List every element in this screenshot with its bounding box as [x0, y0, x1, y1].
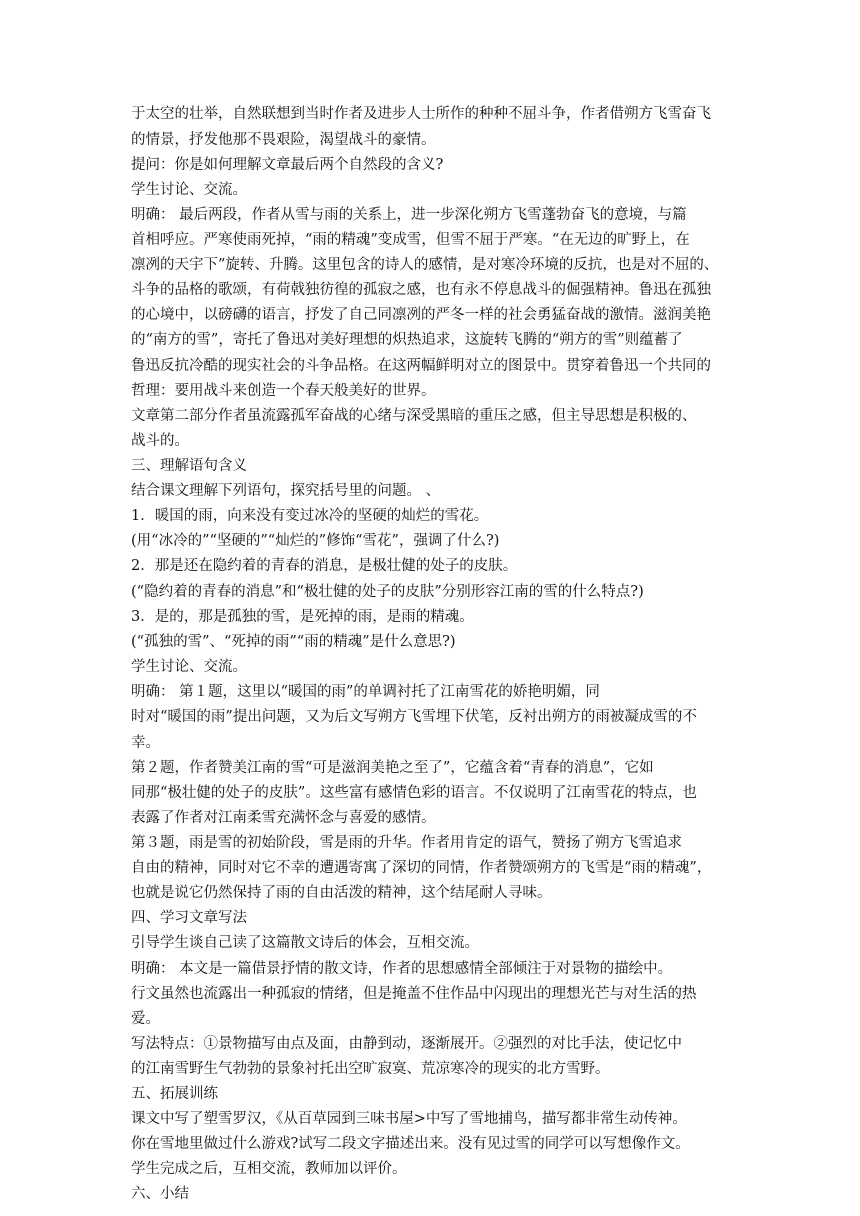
- text-line: 明确： 最后两段，作者从雪与雨的关系上，进一步深化朔方飞雪蓬勃奋飞的意境，与篇: [131, 207, 687, 223]
- text-line: 写法特点：①景物描写由点及面，由静到动，逐渐展开。②强烈的对比手法，使记忆中: [131, 1036, 682, 1052]
- text-line: 课文中写了塑雪罗汉，《从百草园到三味书屋>中写了雪地捕鸟，描写都非常生动传神。: [131, 1111, 687, 1127]
- text-line: 你在雪地里做过什么游戏?试写二段文字描述出来。没有见过雪的同学可以写想像作文。: [131, 1136, 690, 1152]
- text-line: 文章第二部分作者虽流露孤军奋战的心绪与深受黑暗的重压之感，但主导思想是积极的、: [131, 408, 697, 424]
- text-line: 第２题，作者赞美江南的雪“可是滋润美艳之至了”，它蕴含着“青春的消息”，它如: [131, 760, 654, 776]
- text-line: 于太空的壮举，自然联想到当时作者及进步人士所作的种种不屈斗争，作者借朔方飞雪奋飞: [131, 106, 711, 122]
- text-line: (“隐约着的青春的消息”和“极壮健的处子的皮肤”分别形容江南的雪的什么特点?): [131, 584, 644, 600]
- text-line: 战斗的。: [131, 433, 189, 449]
- text-line: 第３题，雨是雪的初始阶段，雪是雨的升华。作者用肯定的语气，赞扬了朔方飞雪追求: [131, 835, 682, 851]
- text-line: 学生讨论、交流。: [131, 182, 247, 198]
- text-line: 首相呼应。严寒使雨死掉，“雨的精魂”变成雪，但雪不屈于严寒。“在无边的旷野上，在: [131, 232, 690, 248]
- text-line: 学生讨论、交流。: [131, 659, 247, 675]
- text-line: 1．暖国的雨，向来没有变过冰冷的坚硬的灿烂的雪花。: [131, 508, 489, 524]
- text-line: 斗争的品格的歌颂，有荷戟独彷徨的孤寂之感，也有永不停息战斗的倔强精神。鲁迅在孤独: [131, 282, 711, 298]
- text-line: 六、小结: [131, 1186, 189, 1202]
- text-line: 的江南雪野生气勃勃的景象衬托出空旷寂寞、荒凉寒冷的现实的北方雪野。: [131, 1061, 610, 1077]
- text-line: 哲理：要用战斗来创造一个春天般美好的世界。: [131, 383, 436, 399]
- text-line: 提问：你是如何理解文章最后两个自然段的含义?: [131, 157, 444, 173]
- text-line: 也就是说它仍然保持了雨的自由活泼的精神，这个结尾耐人寻味。: [131, 885, 552, 901]
- text-line: 凛冽的天宇下”旋转、升腾。这里包含的诗人的感情，是对寒冷环境的反抗，也是对不屈的、: [131, 257, 719, 273]
- text-line: 幸。: [131, 735, 160, 751]
- text-line: 结合课文理解下列语句，探究括号里的问题。 、: [131, 483, 441, 499]
- text-line: 2．那是还在隐约着的青春的消息，是极壮健的处子的皮肤。: [131, 558, 518, 574]
- text-line: 同那“极壮健的处子的皮肤”。这些富有感情色彩的语言。不仅说明了江南雪花的特点，也: [131, 785, 697, 801]
- text-line: 五、拓展训练: [131, 1086, 218, 1102]
- text-line: 三、理解语句含义: [131, 458, 247, 474]
- text-line: 行文虽然也流露出一种孤寂的情绪，但是掩盖不住作品中闪现出的理想光芒与对生活的热: [131, 986, 697, 1002]
- text-line: 爱。: [131, 1011, 160, 1027]
- text-line: 明确： 第１题，这里以“暖国的雨”的单调衬托了江南雪花的娇艳明媚，同: [131, 684, 600, 700]
- text-line: 引导学生谈自己读了这篇散文诗后的体会，互相交流。: [131, 935, 479, 951]
- text-line: 学生完成之后，互相交流，教师加以评价。: [131, 1161, 407, 1177]
- text-line: 的心境中，以磅礴的语言，抒发了自己同凛冽的严冬一样的社会勇猛奋战的激情。滋润美艳: [131, 307, 711, 323]
- text-line: 自由的精神，同时对它不幸的遭遇寄寓了深切的同情，作者赞颂朔方的飞雪是“雨的精魂”，: [131, 860, 712, 876]
- text-line: (用“冰冷的”“坚硬的”“灿烂的”修饰“雪花”，强调了什么?): [131, 533, 500, 549]
- text-line: 时对“暖国的雨”提出问题，又为后文写朔方飞雪埋下伏笔，反衬出朔方的雨被凝成雪的不: [131, 709, 697, 725]
- text-line: 四、学习文章写法: [131, 910, 247, 926]
- text-line: 3．是的，那是孤独的雪，是死掉的雨，是雨的精魂。: [131, 609, 474, 625]
- text-line: 表露了作者对江南柔雪充满怀念与喜爱的感情。: [131, 810, 436, 826]
- text-line: 的“南方的雪”，寄托了鲁迅对美好理想的炽热追求，这旋转飞腾的“朔方的雪”则蕴蓄了: [131, 332, 683, 348]
- text-line: (“孤独的雪”、“死掉的雨”“雨的精魂”是什么意思?): [131, 634, 456, 650]
- text-line: 明确： 本文是一篇借景抒情的散文诗，作者的思想感情全部倾注于对景物的描绘中。: [131, 961, 673, 977]
- text-line: 鲁迅反抗冷酷的现实社会的斗争品格。在这两幅鲜明对立的图景中。贯穿着鲁迅一个共同的: [131, 358, 711, 374]
- text-line: 的情景，抒发他那不畏艰险，渴望战斗的豪情。: [131, 132, 436, 148]
